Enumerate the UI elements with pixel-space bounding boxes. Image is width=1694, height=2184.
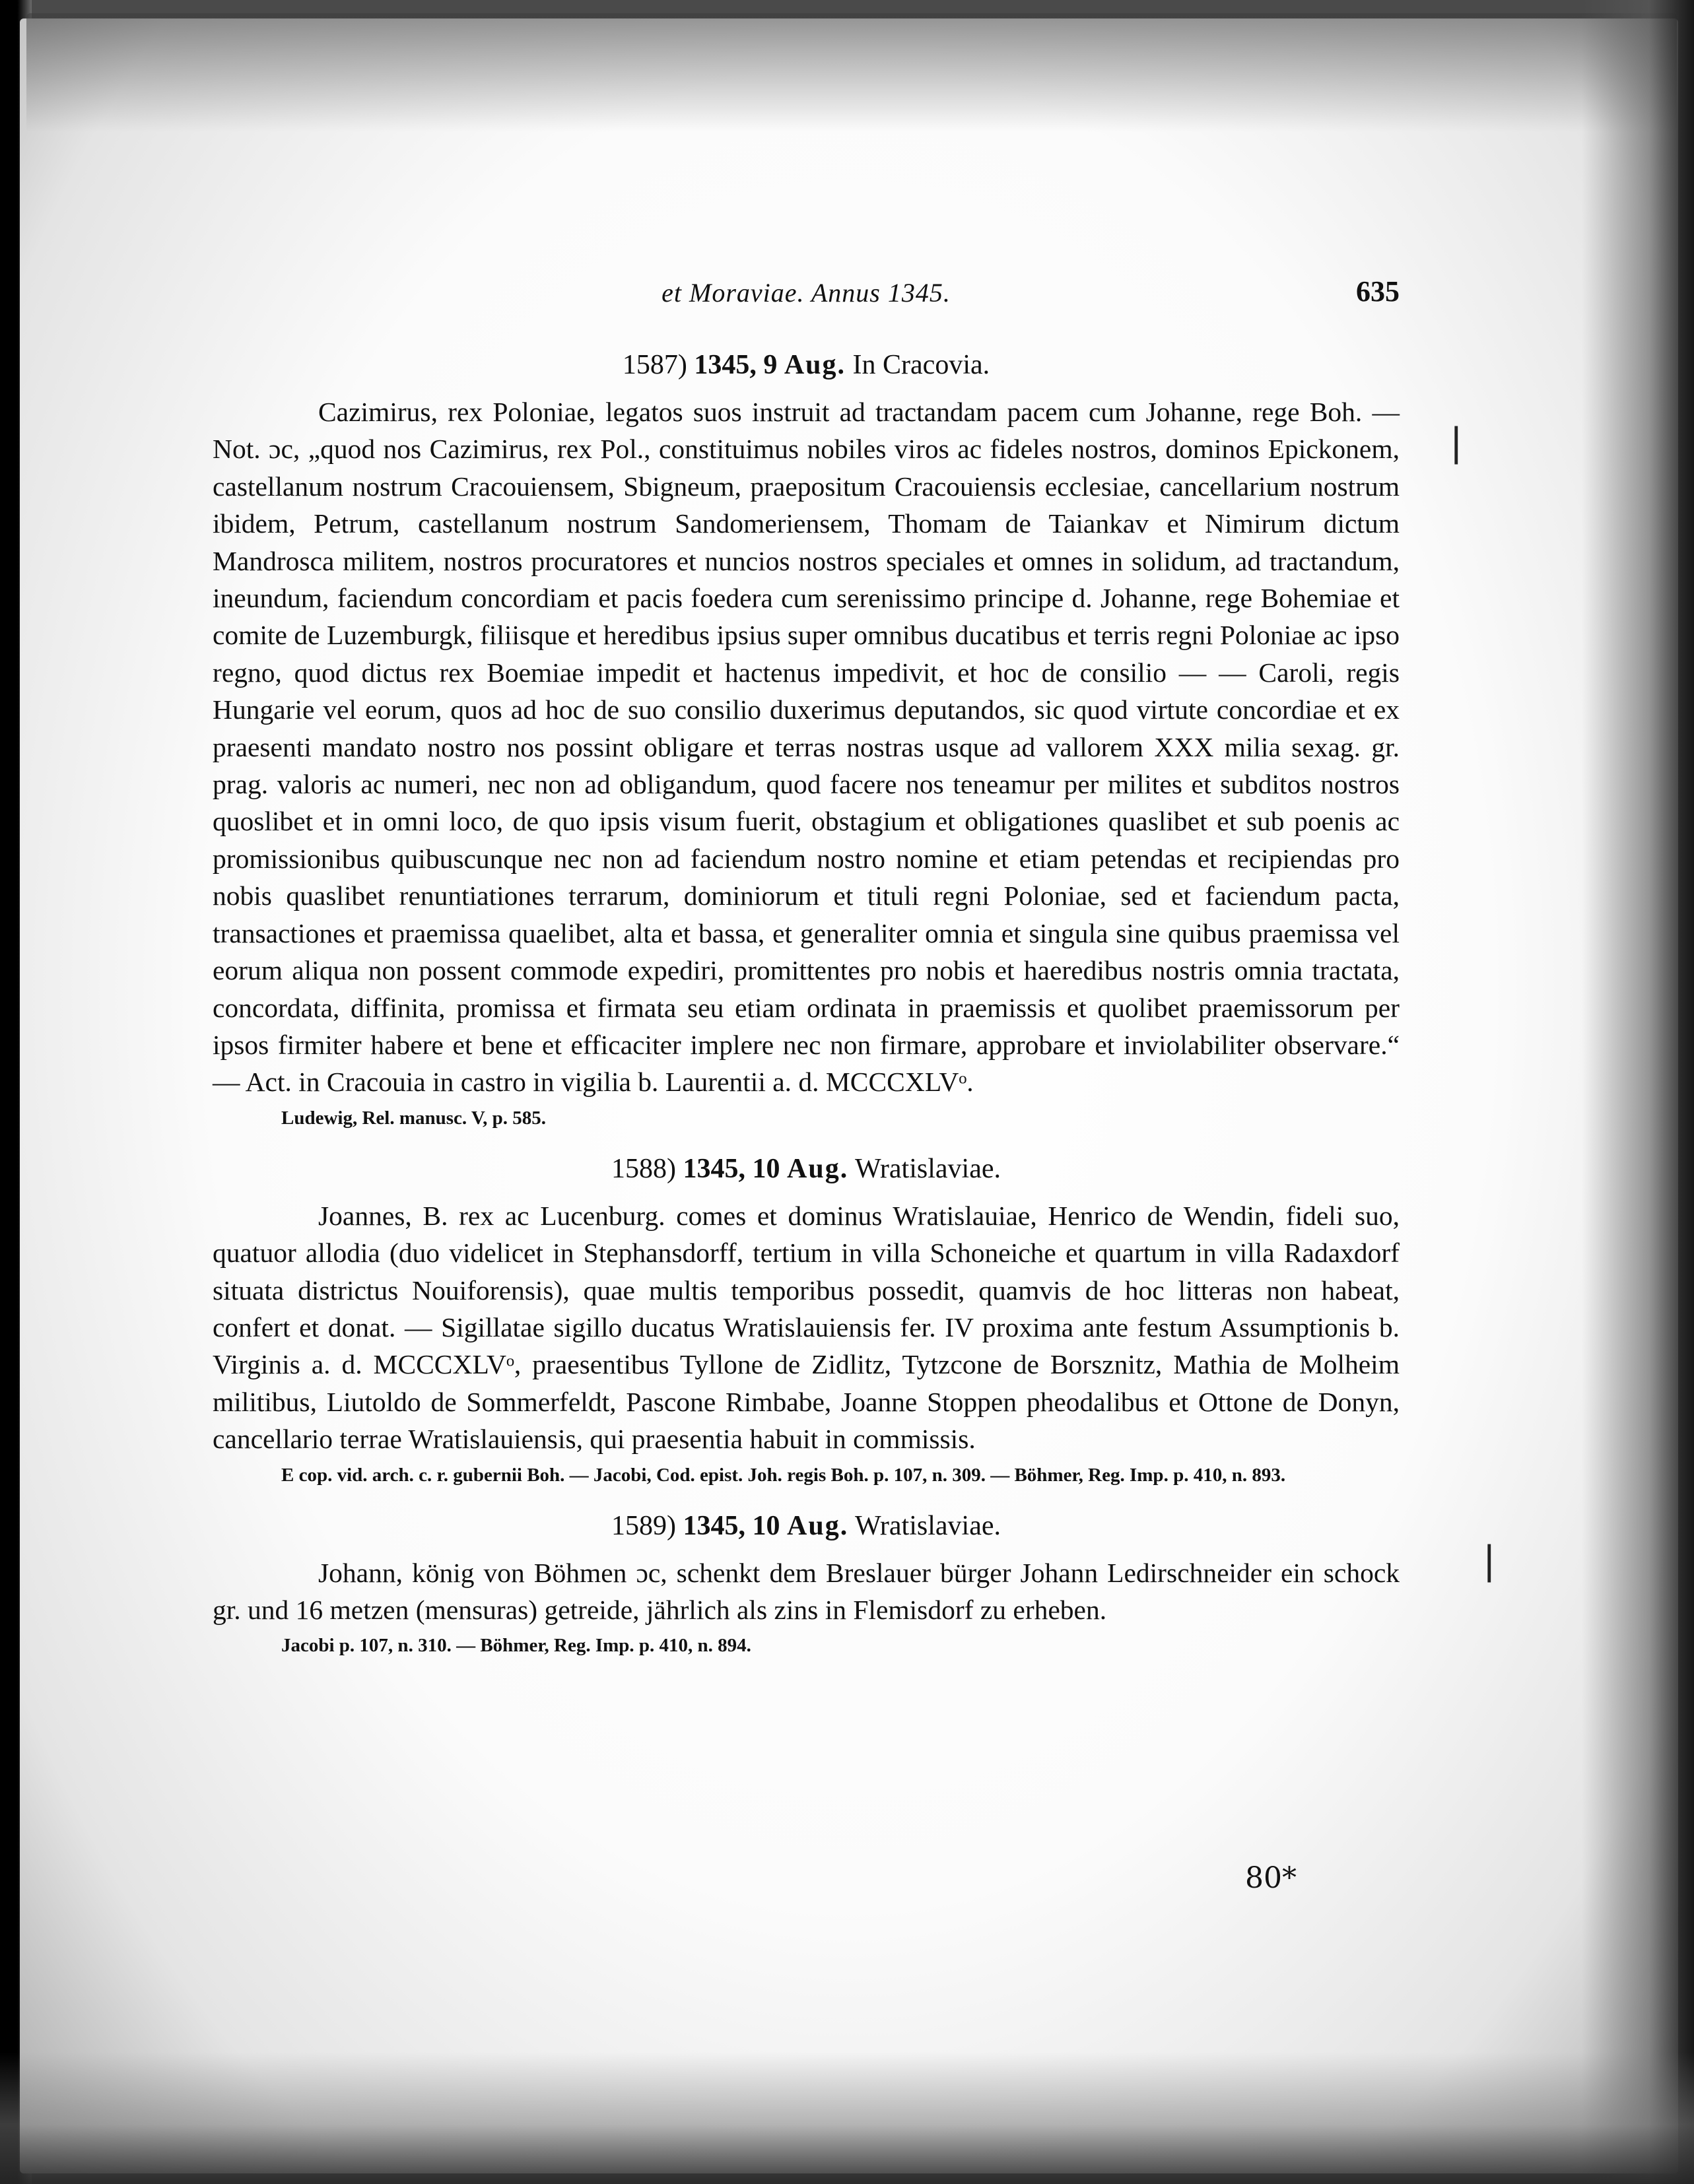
scan-top-shadow: [26, 13, 1677, 132]
entry-number: 1588): [611, 1153, 676, 1184]
entry-date: 1345, 10: [683, 1510, 780, 1541]
margin-stroke-mark: |: [1483, 1538, 1496, 1583]
entry-place: Wratislaviae.: [854, 1153, 1001, 1184]
entry-number: 1589): [611, 1510, 676, 1541]
entry-body: Johann, könig von Böhmen ɔc, schenkt dem Breslauer bürger Johann Ledirschneider ein schock gr. und 16 metzen (mensuras) getreide, jährlich als zins in Flemisdorf zu erheben.: [213, 1557, 1400, 1625]
entry-heading: [213, 346, 1400, 384]
entry-place: In Cracovia.: [852, 350, 990, 380]
entry-month: Aug.: [787, 1510, 849, 1541]
entry-body: Joannes, B. rex ac Lucenburg. comes et dominus Wratislauiae, Henrico de Wendin, fideli suo, quatuor allodia (duo videlicet in Stephansdorff, tertium in villa Schoneiche et quartum in villa Radaxdorf situata districtus Nouiforensis), quae multis temporibus possedit, quamvis de hoc litteras non habeat, confert et donat. — Sigillatae sigillo ducatus Wratislauiensis fer. IV proxima ante festum Assumptionis b. Virginis a. d. MCCCXLVᵒ, praesentibus Tyllone de Zidlitz, Tytzcone de Borsznitz, Mathia de Molheim militibus, Liutoldo de Sommerfeldt, Pascone Rimbabe, Joanne Stoppen pheodalibus et Ottone de Donyn, cancellario terrae Wratislauiensis, qui praesentia habuit in commissis.: [213, 1200, 1400, 1455]
entry-heading: [213, 1507, 1400, 1545]
entry-month: Aug.: [787, 1153, 849, 1184]
entry-heading: [213, 1150, 1400, 1188]
signature-mark: 80*: [1245, 1861, 1297, 1895]
entry-source: Jacobi p. 107, n. 310. — Böhmer, Reg. Imp. p. 410, n. 894.: [281, 1635, 751, 1657]
page-content: [213, 277, 1400, 1677]
entry-date: 1345, 9: [694, 350, 778, 380]
entry-date: 1345, 10: [683, 1153, 780, 1184]
page-number: 635: [1356, 275, 1400, 308]
charter-entry: [213, 1507, 1400, 1658]
scan-right-shadow: [1582, 0, 1694, 2184]
entry-source: E cop. vid. arch. c. r. gubernii Boh. — Jacobi, Cod. epist. Joh. regis Boh. p. 107, n. 309. — Böhmer, Reg. Imp. p. 410, n. 893.: [281, 1464, 1286, 1486]
charter-entry: [213, 1150, 1400, 1487]
margin-stroke-mark: |: [1450, 420, 1463, 465]
entry-number: 1587): [622, 350, 687, 380]
scan-bottom-shadow: [0, 2052, 1694, 2184]
running-title: et Moraviae. Annus 1345.: [661, 278, 951, 308]
charter-entry: [213, 346, 1400, 1130]
entry-place: Wratislaviae.: [854, 1510, 1001, 1541]
entry-month: Aug.: [784, 350, 846, 380]
entry-source: Ludewig, Rel. manusc. V, p. 585.: [281, 1107, 546, 1129]
running-head: [213, 277, 1400, 317]
entry-body: Cazimirus, rex Poloniae, legatos suos instruit ad tractandam pacem cum Johanne, rege Boh. — Not. ɔc, „quod nos Cazimirus, rex Pol., constituimus nobiles viros ac fideles nostros, dominos Epickonem, castellanum nostrum Cracouiensem, Sbigneum, praepositum Cracouiensis ecclesiae, cancellarium nostrum ibidem, Petrum, castellanum nostrum Sandomeriensem, Thomam de Taiankav et Nimirum dictum Mandrosca militem, nostros procuratores et nuncios nostros speciales et omnes in solidum, ad tractandum, ineundum, faciendum concordiam et pacis foedera cum serenissimo principe d. Johanne, rege Bohemiae et comite de Luzemburgk, filiisque et heredibus ipsius super omnibus ducatibus et terris regni Poloniae ac ipso regno, quod dictus rex Boemiae impedit et hactenus impedivit, et hoc de consilio — — Caroli, regis Hungarie vel eorum, quos ad hoc de suo consilio duxerimus deputandos, sic quod virtute concordiae et ex praesenti mandato nostro nos possint obligare et terras nostras usque ad vallorem XXX milia sexag. gr. prag. valoris ac numeri, nec non ad obligandum, quod facere nos teneamur per milites et subditos nostros quoslibet et in omni loco, de quo ipsis visum fuerit, obstagium et obligationes quaslibet et sub poenis ac promissionibus quibuscunque nec non ad faciendum nostro nomine et etiam petendas et recipiendas pro nobis quaslibet renuntiationes terrarum, dominiorum et tituli regni Poloniae, sed et faciendum pacta, transactiones et praemissa quaelibet, alta et bassa, et generaliter omnia et singula sine quibus praemissa vel eorum aliqua non possent commode expediri, promittentes pro nobis et haeredibus nostris omnia tractata, concordata, diffinita, promissa et firmata seu etiam ordinata in praemissis et quolibet praemissorum per ipsos firmiter habere et bene et efficaciter implere nec non firmare, approbare et inviolabiliter observare.“ — Act. in Cracouia in castro in vigilia b. Laurentii a. d. MCCCXLVᵒ.: [213, 397, 1400, 1098]
